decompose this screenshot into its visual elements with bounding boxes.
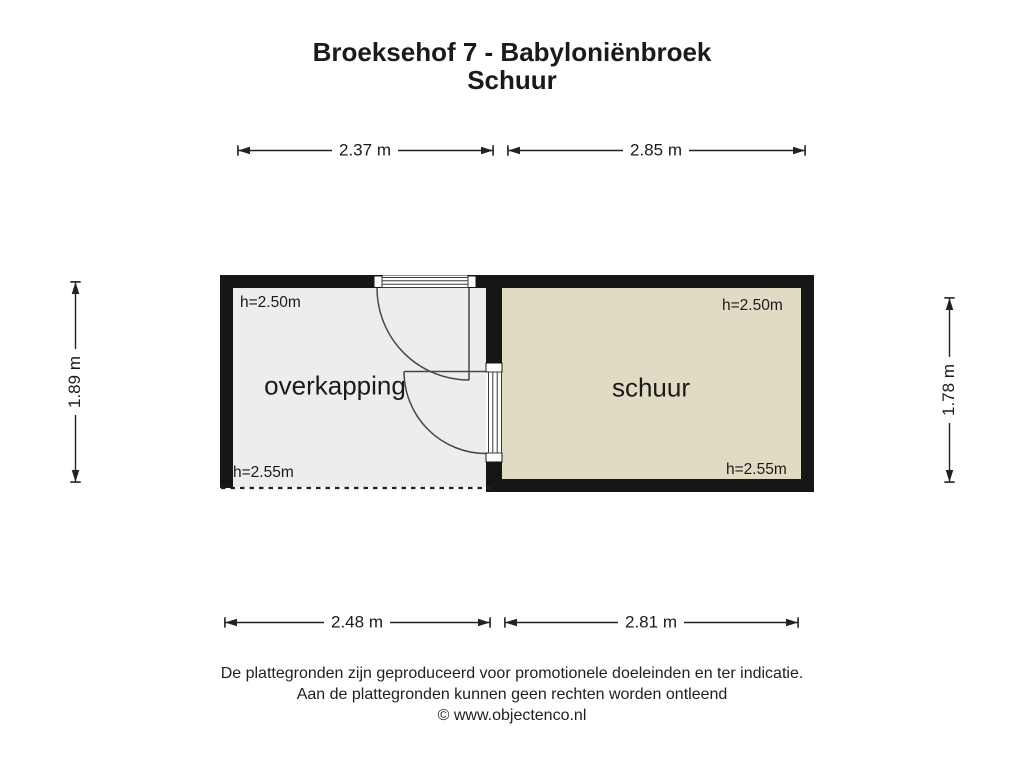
height-label-overkapping-top: h=2.50m (240, 294, 301, 311)
divider-jamb-top (486, 363, 502, 372)
height-label-schuur-top: h=2.50m (722, 297, 783, 314)
dim-label-top-right: 2.85 m (623, 141, 689, 161)
divider-glazing (489, 372, 502, 453)
page-subtitle: Schuur (467, 65, 557, 95)
window-jamb-right (468, 276, 476, 288)
page-title: Broeksehof 7 - Babyloniënbroek (312, 37, 712, 67)
copyright-line: © www.objectenco.nl (437, 707, 587, 724)
disclaimer-line-2: Aan de plattegronden kunnen geen rechten worden ontleend (296, 686, 728, 703)
height-label-overkapping-bottom: h=2.55m (233, 464, 294, 481)
top-wall (220, 275, 814, 288)
room-label-overkapping: overkapping (264, 370, 406, 401)
top-window (374, 276, 476, 288)
dim-label-top-left: 2.37 m (332, 141, 398, 161)
divider-jamb-bottom (486, 453, 502, 462)
dim-label-bottom-right: 2.81 m (618, 613, 684, 633)
schuur-bottom-wall (486, 479, 814, 492)
window-glazing (382, 278, 468, 288)
divider-wall-top (486, 275, 502, 363)
dim-label-left-side: 1.89 m (65, 349, 85, 415)
dim-label-bottom-left: 2.48 m (324, 613, 390, 633)
dim-label-right-side: 1.78 m (939, 357, 959, 423)
room-label-schuur: schuur (611, 372, 691, 403)
disclaimer-line-1: De plattegronden zijn geproduceerd voor promotionele doeleinden en ter indicatie. (220, 665, 804, 682)
height-label-schuur-bottom: h=2.55m (726, 461, 787, 478)
divider-door-opening (486, 363, 502, 462)
right-wall (801, 275, 814, 492)
left-wall (220, 275, 233, 488)
window-jamb-left (374, 276, 382, 288)
